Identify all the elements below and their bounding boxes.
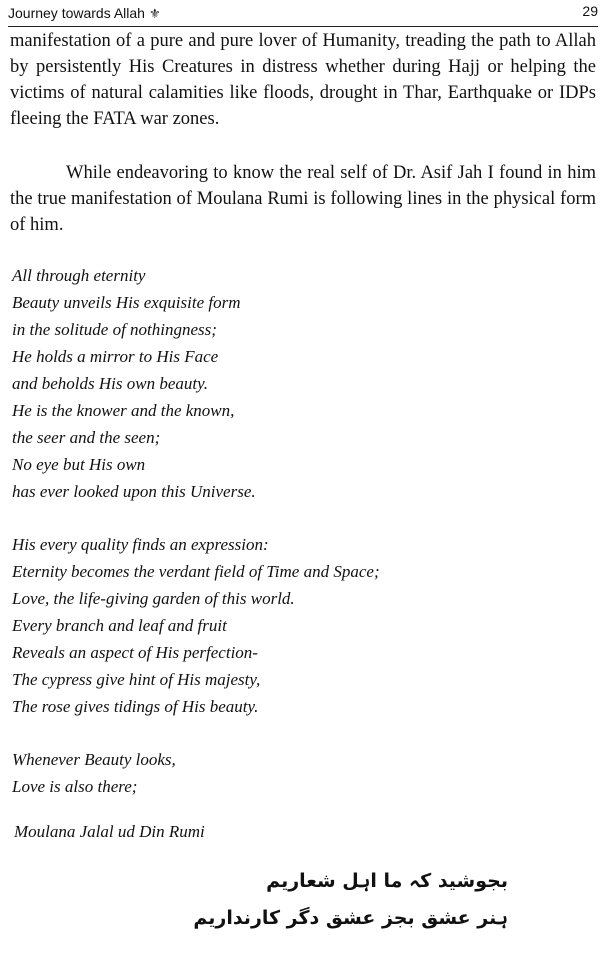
poem-line: The rose gives tidings of His beauty. [12,697,259,716]
poem-line: Eternity becomes the verdant field of Time and Space; [12,562,380,581]
poem-line: Beauty unveils His exquisite form [12,293,241,312]
urdu-verse-line-2: ہنر عشق بجز عشق دگر کارنداریم [193,907,508,929]
poem-stanza-1 [12,262,592,505]
book-title [8,5,161,22]
running-header [8,2,598,27]
page-number: 29 [582,3,598,19]
poem-line: Love is also there; [12,777,138,796]
poem-stanza-2 [12,531,592,720]
poem-line: has ever looked upon this Universe. [12,482,256,501]
poem-line: in the solitude of nothingness; [12,320,217,339]
poem-line: He holds a mirror to His Face [12,347,219,366]
poem-attribution: Moulana Jalal ud Din Rumi [14,822,205,841]
poem-line: and beholds His own beauty. [12,374,208,393]
poem-line: His every quality finds an expression: [12,535,269,554]
book-title-text: Journey towards Allah [8,5,145,21]
paragraph-1 [10,28,596,132]
paragraph-2 [10,160,596,238]
paragraph-2-text: While endeavoring to know the real self of Dr. Asif Jah I found in him the true manifestation of Moulana Rumi is following lines in the physical form of him. [10,163,596,235]
poem-line: The cypress give hint of His majesty, [12,670,261,689]
urdu-verse-line-1: بجوشید کہ ما اہل شعاریم [266,870,508,892]
poem-line: Love, the life-giving garden of this world. [12,589,295,608]
poem-line: the seer and the seen; [12,428,161,447]
poem-stanza-3 [12,746,592,800]
poem-line: No eye but His own [12,455,146,474]
poem-line: Whenever Beauty looks, [12,750,176,769]
ornament-icon: ⚜ [148,7,161,22]
poem-line: He is the knower and the known, [12,401,235,420]
paragraph-1-text: manifestation of a pure and pure lover of Humanity, treading the path to Allah by persistently His Creatures in distress whether during Hajj or helping the victims of natural calamities like floods, drought in Thar, Earthquake or IDPs fleeing the FATA war zones. [10,31,596,129]
poem-line: Every branch and leaf and fruit [12,616,227,635]
poem-line: All through eternity [12,266,146,285]
poem-line: Reveals an aspect of His perfection- [12,643,258,662]
